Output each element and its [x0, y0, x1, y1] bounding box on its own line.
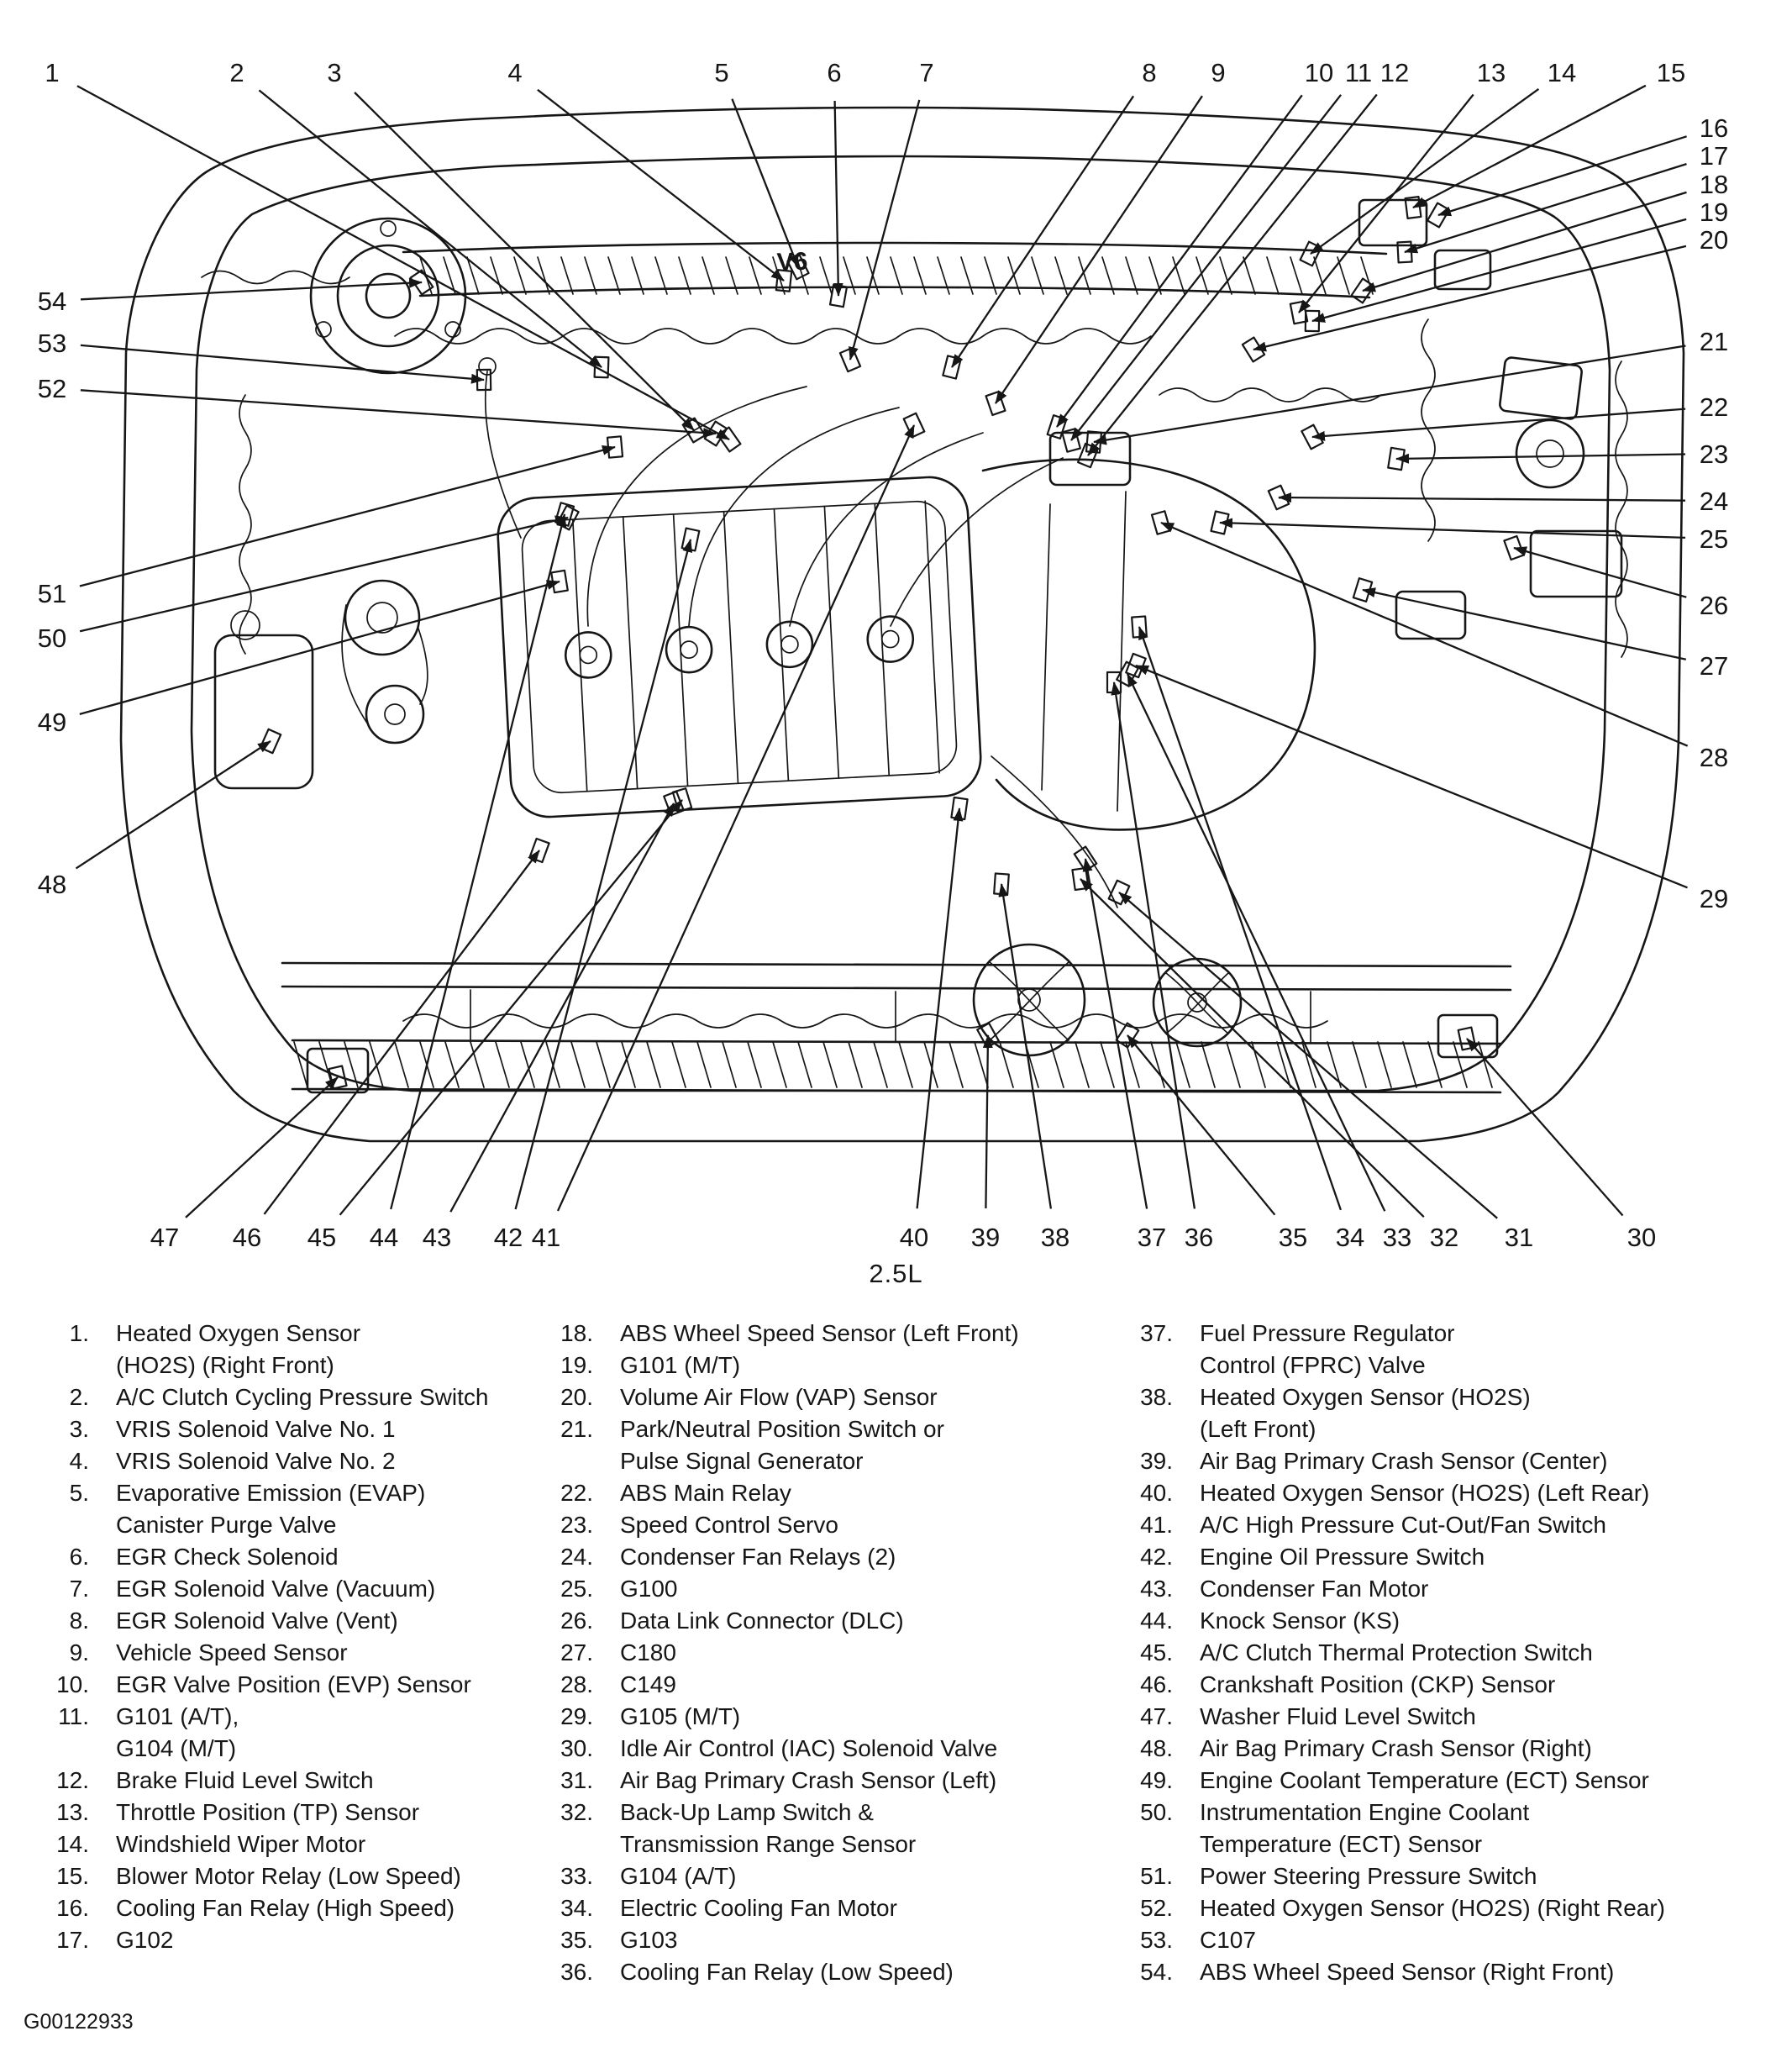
component-legend — [0, 1318, 1792, 1988]
legend-item-12 — [30, 1765, 534, 1797]
legend-item-number: 52. — [1140, 1895, 1173, 1921]
callout-leader-52 — [81, 390, 716, 434]
legend-item-number: 25. — [560, 1576, 593, 1602]
callout-leader-46 — [265, 850, 540, 1214]
callout-leader-4 — [538, 90, 784, 281]
accessory-pulleys — [342, 581, 428, 743]
legend-item-number: 14. — [56, 1831, 89, 1857]
callout-number-2: 2 — [229, 58, 244, 87]
callout-number-13: 13 — [1476, 58, 1506, 87]
callout-leader-53 — [81, 345, 484, 380]
legend-item-number: 39. — [1140, 1448, 1173, 1474]
legend-item-number: 22. — [560, 1480, 593, 1506]
legend-item-number: 38. — [1140, 1384, 1173, 1410]
legend-item-7 — [30, 1573, 534, 1605]
legend-item-number: 41. — [1140, 1512, 1173, 1538]
callout-number-28: 28 — [1699, 743, 1729, 772]
callout-number-44: 44 — [369, 1223, 399, 1252]
callout-number-35: 35 — [1278, 1223, 1308, 1252]
legend-item-number: 10. — [56, 1671, 89, 1697]
callout-leader-38 — [1001, 884, 1051, 1208]
legend-item-label: ABS Wheel Speed Sensor (Left Front) — [620, 1320, 1019, 1346]
legend-item-number: 31. — [560, 1767, 593, 1793]
legend-item-3 — [30, 1413, 534, 1445]
callout-leader-30 — [1467, 1039, 1623, 1216]
callout-number-12: 12 — [1379, 58, 1410, 87]
callout-leader-35 — [1127, 1035, 1274, 1215]
cowl-panel — [403, 243, 1386, 297]
legend-item-label: Air Bag Primary Crash Sensor (Right) — [1200, 1735, 1592, 1761]
legend-item-label: Condenser Fan Motor — [1200, 1576, 1429, 1602]
legend-item-number: 43. — [1140, 1576, 1173, 1602]
legend-item-22 — [534, 1477, 1114, 1509]
legend-item-54 — [1114, 1956, 1761, 1988]
callout-leader-23 — [1396, 455, 1685, 460]
legend-item-48 — [1114, 1733, 1761, 1765]
callout-leader-51 — [80, 447, 615, 587]
legend-item-9 — [30, 1637, 534, 1669]
hatch-ticks — [294, 1042, 1492, 1087]
callout-number-38: 38 — [1040, 1223, 1070, 1252]
legend-item-32 — [534, 1797, 1114, 1860]
wiring-harnesses — [202, 271, 1627, 1029]
legend-item-21 — [534, 1413, 1114, 1477]
callout-number-16: 16 — [1699, 113, 1729, 143]
legend-item-number: 21. — [560, 1416, 593, 1442]
callout-number-11: 11 — [1344, 58, 1373, 87]
legend-item-13 — [30, 1797, 534, 1829]
callout-leader-32 — [1080, 879, 1424, 1217]
callout-number-4: 4 — [507, 58, 523, 87]
legend-column-3 — [1114, 1318, 1761, 1988]
callout-number-53: 53 — [37, 329, 67, 358]
legend-item-33 — [534, 1860, 1114, 1892]
legend-item-label: G103 — [620, 1927, 678, 1953]
legend-item-45 — [1114, 1637, 1761, 1669]
callout-leader-9 — [996, 96, 1202, 403]
legend-item-number: 8. — [69, 1608, 89, 1634]
callout-number-19: 19 — [1699, 197, 1729, 227]
legend-item-number: 44. — [1140, 1608, 1173, 1634]
legend-item-label: Windshield Wiper Motor — [116, 1831, 366, 1857]
legend-item-number: 15. — [56, 1863, 89, 1889]
callout-number-45: 45 — [307, 1223, 337, 1252]
legend-item-47 — [1114, 1701, 1761, 1733]
legend-item-number: 23. — [560, 1512, 593, 1538]
callout-number-27: 27 — [1699, 651, 1729, 681]
legend-item-29 — [534, 1701, 1114, 1733]
callout-leader-49 — [80, 581, 560, 714]
legend-item-number: 20. — [560, 1384, 593, 1410]
legend-item-23 — [534, 1509, 1114, 1541]
callout-leader-1 — [77, 86, 729, 439]
legend-item-44 — [1114, 1605, 1761, 1637]
legend-item-label: Electric Cooling Fan Motor — [620, 1895, 897, 1921]
callout-leader-28 — [1161, 523, 1688, 746]
legend-item-number: 3. — [69, 1416, 89, 1442]
callout-number-1: 1 — [45, 58, 60, 87]
legend-item-49 — [1114, 1765, 1761, 1797]
callout-number-10: 10 — [1304, 58, 1334, 87]
legend-item-label: EGR Valve Position (EVP) Sensor — [116, 1671, 471, 1697]
legend-item-39 — [1114, 1445, 1761, 1477]
legend-item-11 — [30, 1701, 534, 1765]
legend-item-number: 35. — [560, 1927, 593, 1953]
legend-item-label: Blower Motor Relay (Low Speed) — [116, 1863, 461, 1889]
legend-item-label: Air Bag Primary Crash Sensor (Left) — [620, 1767, 997, 1793]
legend-item-number: 47. — [1140, 1703, 1173, 1729]
legend-item-label: Fuel Pressure Regulator Control (FPRC) Valve — [1200, 1320, 1455, 1378]
legend-item-number: 33. — [560, 1863, 593, 1889]
oil-dipstick — [479, 358, 521, 538]
legend-item-label: A/C Clutch Thermal Protection Switch — [1200, 1639, 1593, 1665]
legend-item-number: 49. — [1140, 1767, 1173, 1793]
legend-item-label: Heated Oxygen Sensor (HO2S) (Left Front) — [1200, 1384, 1531, 1442]
callout-number-22: 22 — [1699, 392, 1729, 422]
callout-leader-43 — [450, 803, 674, 1212]
legend-item-25 — [534, 1573, 1114, 1605]
legend-item-label: Engine Coolant Temperature (ECT) Sensor — [1200, 1767, 1649, 1793]
legend-item-number: 9. — [69, 1639, 89, 1665]
callout-leader-45 — [340, 800, 682, 1215]
legend-item-label: Heated Oxygen Sensor (HO2S) (Right Front) — [116, 1320, 361, 1378]
callout-number-9: 9 — [1211, 58, 1226, 87]
legend-item-label: ABS Wheel Speed Sensor (Right Front) — [1200, 1959, 1615, 1985]
legend-item-40 — [1114, 1477, 1761, 1509]
callout-number-39: 39 — [970, 1223, 1001, 1252]
washer-reservoir — [215, 611, 313, 788]
callout-leader-41 — [558, 425, 914, 1211]
callout-leader-22 — [1312, 409, 1685, 437]
legend-item-20 — [534, 1381, 1114, 1413]
callout-leader-7 — [850, 100, 919, 360]
callout-leader-42 — [516, 539, 691, 1209]
callout-number-21: 21 — [1699, 327, 1729, 356]
callout-number-41: 41 — [531, 1223, 561, 1252]
callout-leader-8 — [952, 96, 1133, 367]
callout-leader-19 — [1312, 219, 1686, 321]
legend-item-34 — [534, 1892, 1114, 1924]
callout-number-7: 7 — [919, 58, 934, 87]
callout-number-25: 25 — [1699, 524, 1729, 554]
legend-item-2 — [30, 1381, 534, 1413]
callout-number-46: 46 — [232, 1223, 262, 1252]
callout-number-48: 48 — [37, 870, 67, 899]
legend-item-label: Air Bag Primary Crash Sensor (Center) — [1200, 1448, 1608, 1474]
legend-item-8 — [30, 1605, 534, 1637]
legend-item-label: Throttle Position (TP) Sensor — [116, 1799, 420, 1825]
legend-item-number: 28. — [560, 1671, 593, 1697]
callout-number-51: 51 — [37, 579, 67, 608]
callout-leader-10 — [1057, 95, 1302, 427]
legend-item-18 — [534, 1318, 1114, 1350]
callout-number-17: 17 — [1699, 141, 1729, 171]
legend-item-label: Engine Oil Pressure Switch — [1200, 1544, 1485, 1570]
legend-item-label: Brake Fluid Level Switch — [116, 1767, 374, 1793]
engine-label: V6 — [776, 247, 808, 276]
callout-number-5: 5 — [714, 58, 729, 87]
legend-item-label: C180 — [620, 1639, 676, 1665]
legend-item-number: 51. — [1140, 1863, 1173, 1889]
legend-item-number: 34. — [560, 1895, 593, 1921]
legend-item-number: 1. — [69, 1320, 89, 1346]
legend-item-label: Heated Oxygen Sensor (HO2S) (Right Rear) — [1200, 1895, 1665, 1921]
legend-item-number: 5. — [69, 1480, 89, 1506]
legend-item-label: C107 — [1200, 1927, 1256, 1953]
callout-number-20: 20 — [1699, 225, 1729, 255]
legend-item-52 — [1114, 1892, 1761, 1924]
legend-item-label: G104 (A/T) — [620, 1863, 737, 1889]
callout-leader-26 — [1514, 548, 1686, 597]
legend-item-24 — [534, 1541, 1114, 1573]
callout-leader-50 — [80, 518, 568, 631]
callout-leader-21 — [1094, 346, 1685, 443]
legend-item-number: 53. — [1140, 1927, 1173, 1953]
legend-item-label: EGR Solenoid Valve (Vacuum) — [116, 1576, 436, 1602]
callout-leader-20 — [1253, 246, 1686, 350]
callout-leader-40 — [917, 808, 959, 1208]
legend-item-number: 12. — [56, 1767, 89, 1793]
legend-item-label: Condenser Fan Relays (2) — [620, 1544, 896, 1570]
callout-leader-24 — [1279, 497, 1685, 501]
legend-item-4 — [30, 1445, 534, 1477]
callout-leader-3 — [355, 92, 694, 430]
legend-item-label: Heated Oxygen Sensor (HO2S) (Left Rear) — [1200, 1480, 1650, 1506]
legend-item-31 — [534, 1765, 1114, 1797]
legend-item-number: 7. — [69, 1576, 89, 1602]
legend-item-label: Power Steering Pressure Switch — [1200, 1863, 1537, 1889]
legend-item-label: Washer Fluid Level Switch — [1200, 1703, 1476, 1729]
legend-item-label: G100 — [620, 1576, 678, 1602]
callout-number-15: 15 — [1656, 58, 1686, 87]
callout-leader-34 — [1139, 627, 1341, 1210]
callout-leader-48 — [76, 741, 271, 868]
callout-number-54: 54 — [37, 287, 67, 316]
legend-item-number: 18. — [560, 1320, 593, 1346]
callout-leader-5 — [732, 99, 798, 267]
legend-item-number: 54. — [1140, 1959, 1173, 1985]
legend-item-number: 50. — [1140, 1799, 1173, 1825]
callout-number-32: 32 — [1429, 1223, 1459, 1252]
legend-item-28 — [534, 1669, 1114, 1701]
legend-item-label: EGR Check Solenoid — [116, 1544, 339, 1570]
legend-item-label: VRIS Solenoid Valve No. 1 — [116, 1416, 396, 1442]
legend-item-number: 13. — [56, 1799, 89, 1825]
legend-item-17 — [30, 1924, 534, 1956]
legend-item-number: 42. — [1140, 1544, 1173, 1570]
callout-number-37: 37 — [1137, 1223, 1167, 1252]
legend-item-number: 40. — [1140, 1480, 1173, 1506]
callout-number-36: 36 — [1184, 1223, 1214, 1252]
legend-item-35 — [534, 1924, 1114, 1956]
callout-number-42: 42 — [493, 1223, 523, 1252]
legend-item-number: 48. — [1140, 1735, 1173, 1761]
callout-number-50: 50 — [37, 624, 67, 653]
legend-item-label: G105 (M/T) — [620, 1703, 741, 1729]
callout-leader-2 — [259, 90, 602, 367]
legend-item-label: Back-Up Lamp Switch & Transmission Range Sensor — [620, 1799, 917, 1857]
legend-item-16 — [30, 1892, 534, 1924]
legend-item-label: G101 (A/T), G104 (M/T) — [116, 1703, 239, 1761]
callout-number-18: 18 — [1699, 170, 1729, 199]
legend-column-1 — [30, 1318, 534, 1956]
legend-item-5 — [30, 1477, 534, 1541]
callout-number-3: 3 — [327, 58, 342, 87]
legend-item-label: Park/Neutral Position Switch or Pulse Signal Generator — [620, 1416, 944, 1474]
legend-item-label: Knock Sensor (KS) — [1200, 1608, 1400, 1634]
callout-number-23: 23 — [1699, 439, 1729, 469]
legend-item-label: VRIS Solenoid Valve No. 2 — [116, 1448, 396, 1474]
legend-item-label: Cooling Fan Relay (High Speed) — [116, 1895, 455, 1921]
hatch-ticks — [420, 257, 1373, 294]
callout-number-29: 29 — [1699, 884, 1729, 913]
legend-item-number: 17. — [56, 1927, 89, 1953]
legend-item-41 — [1114, 1509, 1761, 1541]
callout-number-34: 34 — [1335, 1223, 1365, 1252]
legend-item-label: Instrumentation Engine Coolant Temperature (ECT) Sensor — [1200, 1799, 1530, 1857]
legend-item-label: Cooling Fan Relay (Low Speed) — [620, 1959, 954, 1985]
callout-number-6: 6 — [827, 58, 842, 87]
callout-number-30: 30 — [1626, 1223, 1657, 1252]
legend-item-15 — [30, 1860, 534, 1892]
callout-number-52: 52 — [37, 374, 67, 403]
engine-block — [496, 476, 982, 819]
callout-leader-54 — [81, 282, 422, 299]
legend-item-number: 19. — [560, 1352, 593, 1378]
legend-item-number: 46. — [1140, 1671, 1173, 1697]
callout-leader-27 — [1363, 590, 1686, 660]
callout-leader-6 — [835, 101, 838, 296]
legend-item-label: Volume Air Flow (VAP) Sensor — [620, 1384, 938, 1410]
legend-item-number: 30. — [560, 1735, 593, 1761]
legend-item-36 — [534, 1956, 1114, 1988]
legend-item-14 — [30, 1829, 534, 1860]
callout-leader-33 — [1127, 674, 1385, 1211]
callout-number-40: 40 — [899, 1223, 929, 1252]
callout-number-33: 33 — [1382, 1223, 1412, 1252]
legend-item-label: Data Link Connector (DLC) — [620, 1608, 904, 1634]
callout-number-43: 43 — [422, 1223, 452, 1252]
callout-number-31: 31 — [1504, 1223, 1534, 1252]
legend-item-number: 6. — [69, 1544, 89, 1570]
legend-item-number: 45. — [1140, 1639, 1173, 1665]
legend-item-label: A/C High Pressure Cut-Out/Fan Switch — [1200, 1512, 1606, 1538]
legend-item-label: Crankshaft Position (CKP) Sensor — [1200, 1671, 1556, 1697]
legend-item-label: ABS Main Relay — [620, 1480, 791, 1506]
legend-item-label: EGR Solenoid Valve (Vent) — [116, 1608, 398, 1634]
legend-item-label: Vehicle Speed Sensor — [116, 1639, 348, 1665]
legend-item-number: 37. — [1140, 1320, 1173, 1346]
callout-number-24: 24 — [1699, 487, 1729, 516]
legend-item-43 — [1114, 1573, 1761, 1605]
legend-item-number: 27. — [560, 1639, 593, 1665]
legend-item-6 — [30, 1541, 534, 1573]
legend-item-label: G102 — [116, 1927, 174, 1953]
legend-item-37 — [1114, 1318, 1761, 1381]
legend-item-53 — [1114, 1924, 1761, 1956]
legend-item-number: 24. — [560, 1544, 593, 1570]
legend-item-number: 29. — [560, 1703, 593, 1729]
legend-column-2 — [534, 1318, 1114, 1988]
callout-number-49: 49 — [37, 708, 67, 737]
legend-item-number: 16. — [56, 1895, 89, 1921]
callout-leader-11 — [1071, 95, 1341, 440]
legend-item-number: 26. — [560, 1608, 593, 1634]
callout-number-8: 8 — [1142, 58, 1157, 87]
legend-item-42 — [1114, 1541, 1761, 1573]
legend-item-label: Speed Control Servo — [620, 1512, 838, 1538]
legend-item-label: G101 (M/T) — [620, 1352, 741, 1378]
legend-item-19 — [534, 1350, 1114, 1381]
legend-item-30 — [534, 1733, 1114, 1765]
legend-item-number: 11. — [58, 1703, 89, 1729]
legend-item-46 — [1114, 1669, 1761, 1701]
legend-item-number: 32. — [560, 1799, 593, 1825]
transmission — [983, 460, 1315, 830]
legend-item-50 — [1114, 1797, 1761, 1860]
callout-leader-39 — [985, 1035, 988, 1208]
legend-item-10 — [30, 1669, 534, 1701]
legend-item-51 — [1114, 1860, 1761, 1892]
callout-number-14: 14 — [1547, 58, 1577, 87]
legend-item-number: 4. — [69, 1448, 89, 1474]
drawing-code: G00122933 — [24, 2010, 134, 2034]
legend-item-38 — [1114, 1381, 1761, 1445]
legend-item-1 — [30, 1318, 534, 1381]
legend-item-label: C149 — [620, 1671, 676, 1697]
legend-item-label: A/C Clutch Cycling Pressure Switch — [116, 1384, 489, 1410]
callout-leader-37 — [1085, 859, 1147, 1209]
callout-leader-36 — [1114, 682, 1195, 1208]
callout-number-26: 26 — [1699, 591, 1729, 620]
legend-item-label: Evaporative Emission (EVAP) Canister Purge Valve — [116, 1480, 426, 1538]
callout-number-47: 47 — [150, 1223, 180, 1252]
callout-leader-15 — [1413, 86, 1646, 208]
legend-item-26 — [534, 1605, 1114, 1637]
engine-size-caption: 2.5L — [869, 1259, 923, 1288]
legend-item-27 — [534, 1637, 1114, 1669]
legend-item-label: Idle Air Control (IAC) Solenoid Valve — [620, 1735, 998, 1761]
legend-item-number: 2. — [69, 1384, 89, 1410]
legend-item-number: 36. — [560, 1959, 593, 1985]
